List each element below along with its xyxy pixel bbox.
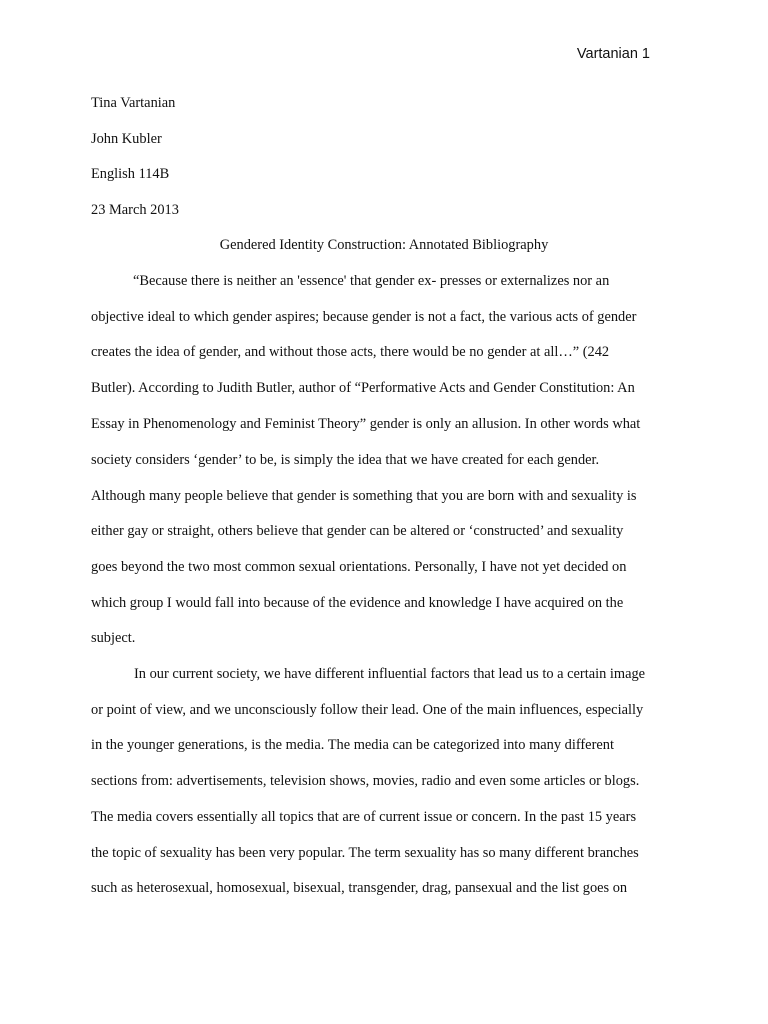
body-line: or point of view, and we unconsciously follow their lead. One of the main influences, especially xyxy=(91,702,644,718)
body-line: in the younger generations, is the media. The media can be categorized into many different xyxy=(91,737,614,753)
body-line: subject. xyxy=(91,630,136,646)
body-line: “Because there is neither an 'essence' that gender ex- presses or externalizes nor an xyxy=(133,273,610,289)
course-name: English 114B xyxy=(91,166,170,182)
body-line: The media covers essentially all topics that are of current issue or concern. In the past 15 years xyxy=(91,809,637,825)
student-name: Tina Vartanian xyxy=(91,95,176,111)
body-line: which group I would fall into because of the evidence and knowledge I have acquired on the xyxy=(91,595,624,611)
body-line: Butler). According to Judith Butler, author of “Performative Acts and Gender Constitution: An xyxy=(91,380,635,396)
date-line: 23 March 2013 xyxy=(91,202,179,218)
running-header: Vartanian 1 xyxy=(576,46,650,62)
body-line: Although many people believe that gender is something that you are born with and sexuality is xyxy=(91,488,637,504)
body-line: such as heterosexual, homosexual, bisexual, transgender, drag, pansexual and the list goes on xyxy=(91,880,628,896)
body-line: the topic of sexuality has been very popular. The term sexuality has so many different branches xyxy=(91,845,639,861)
body-line: either gay or straight, others believe that gender can be altered or ‘constructed’ and sexuality xyxy=(91,523,624,539)
body-line: sections from: advertisements, television shows, movies, radio and even some articles or blogs. xyxy=(91,773,640,789)
body-line: society considers ‘gender’ to be, is simply the idea that we have created for each gender. xyxy=(91,452,600,468)
body-line: Essay in Phenomenology and Feminist Theory” gender is only an allusion. In other words what xyxy=(91,416,641,432)
body-line: objective ideal to which gender aspires; because gender is not a fact, the various acts of gender xyxy=(91,309,637,325)
paper-title: Gendered Identity Construction: Annotated Bibliography xyxy=(219,237,549,253)
body-line: creates the idea of gender, and without those acts, there would be no gender at all…” (242 xyxy=(91,344,610,360)
instructor-name: John Kubler xyxy=(91,131,162,147)
body-line: goes beyond the two most common sexual orientations. Personally, I have not yet decided on xyxy=(91,559,627,575)
body-line: In our current society, we have different influential factors that lead us to a certain image xyxy=(134,666,646,682)
